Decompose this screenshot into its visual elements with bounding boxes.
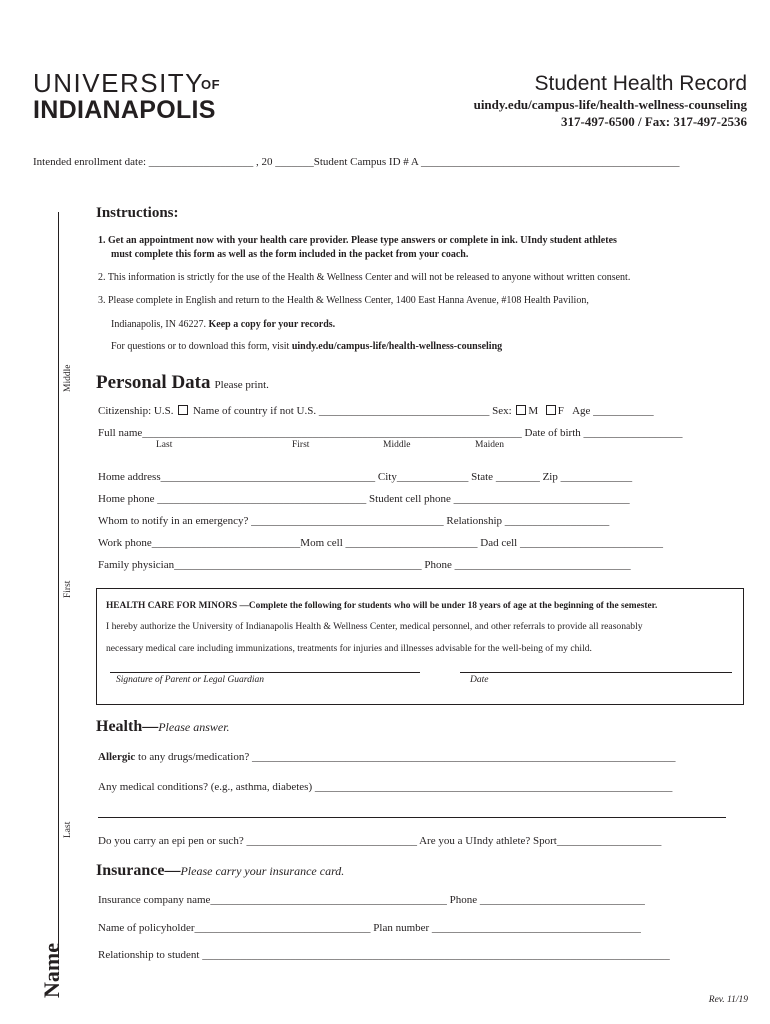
insurance-heading bbox=[96, 862, 344, 880]
signature-line[interactable] bbox=[110, 672, 420, 673]
instruction-3-line2 bbox=[111, 319, 335, 330]
emergency-contact-field[interactable]: Whom to notify in an emergency? ___________________________________ Relationship ___________________ bbox=[98, 515, 610, 527]
header-phone-fax: 317-497-6500 / Fax: 317-497-2536 bbox=[561, 114, 747, 129]
policyholder-field[interactable]: Name of policyholder________________________________ Plan number ______________________________________ bbox=[98, 922, 641, 934]
allergic-label: Allergic bbox=[98, 751, 136, 763]
health-title: Health— bbox=[96, 718, 159, 735]
personal-data-heading bbox=[96, 372, 269, 394]
side-label-name: Name bbox=[39, 943, 64, 998]
instructions-title: Instructions: bbox=[96, 205, 179, 221]
minors-title: HEALTH CARE FOR MINORS —Complete the following for students who will be under 18 years of age at the beginning of the semester. bbox=[106, 601, 658, 611]
document-title: Student Health Record bbox=[534, 72, 747, 95]
medical-conditions-line-2[interactable] bbox=[98, 817, 726, 818]
full-name-sub-middle: Middle bbox=[383, 440, 411, 450]
side-label-middle: Middle bbox=[63, 364, 73, 392]
date-label: Date bbox=[470, 675, 489, 685]
insurance-subtitle: Please carry your insurance card. bbox=[180, 864, 345, 878]
allergy-field[interactable] bbox=[98, 751, 675, 763]
full-name-sub-last: Last bbox=[156, 440, 173, 450]
instruction-3-line1: 3. Please complete in English and return to the Health & Wellness Center, 1400 East Hanna Avenue, #108 Health Pavilion, bbox=[98, 295, 589, 306]
insurance-title: Insurance— bbox=[96, 862, 181, 879]
family-physician-field[interactable]: Family physician_____________________________________________ Phone ________________________________ bbox=[98, 559, 631, 571]
sex-f-checkbox[interactable] bbox=[546, 405, 556, 415]
revision-label: Rev. 11/19 bbox=[708, 995, 748, 1005]
home-address-field[interactable]: Home address_______________________________________ City_____________ State ________ Zip _____________ bbox=[98, 471, 633, 483]
instruction-1-line2: must complete this form as well as the form included in the packet from your coach. bbox=[111, 249, 469, 260]
questions-url: uindy.edu/campus-life/health-wellness-counseling bbox=[291, 341, 503, 352]
age-field[interactable]: Age ___________ bbox=[572, 405, 654, 417]
full-name-sub-first: First bbox=[292, 440, 310, 450]
instruction-questions bbox=[111, 341, 502, 352]
instruction-2: 2. This information is strictly for the use of the Health & Wellness Center and will not be released to anyone without written consent. bbox=[98, 272, 631, 283]
work-phone-field[interactable]: Work phone___________________________Mom cell ________________________ Dad cell __________________________ bbox=[98, 537, 663, 549]
instruction-3-address: Indianapolis, IN 46227. bbox=[111, 319, 209, 330]
logo-of: OF bbox=[201, 77, 221, 92]
health-subtitle: Please answer. bbox=[158, 720, 230, 734]
relationship-to-student-field[interactable]: Relationship to student _____________________________________________________________________________________ bbox=[98, 949, 670, 961]
questions-text: For questions or to download this form, visit bbox=[111, 341, 292, 352]
country-field[interactable]: Name of country if not U.S. _______________________________ Sex: bbox=[192, 405, 512, 417]
medical-conditions-field[interactable]: Any medical conditions? (e.g., asthma, diabetes) _________________________________________________________________ bbox=[98, 781, 673, 793]
full-name-sub-maiden: Maiden bbox=[475, 440, 505, 450]
instruction-3-keep-copy: Keep a copy for your records. bbox=[208, 319, 336, 330]
side-label-first: First bbox=[63, 580, 73, 598]
instruction-1-line1: 1. Get an appointment now with your health care provider. Please type answers or complete in ink. UIndy student athletes bbox=[98, 235, 617, 246]
minors-text-1: I hereby authorize the University of Indianapolis Health & Wellness Center, medical personnel, and other referrals to provide all reasonably bbox=[106, 621, 643, 632]
health-heading bbox=[96, 718, 230, 736]
insurance-company-field[interactable]: Insurance company name___________________________________________ Phone ______________________________ bbox=[98, 894, 645, 906]
epipen-athlete-field[interactable]: Do you carry an epi pen or such? _______________________________ Are you a UIndy athlete? Sport___________________ bbox=[98, 835, 662, 847]
sex-m-checkbox[interactable] bbox=[516, 405, 526, 415]
personal-data-title: Personal Data bbox=[96, 372, 211, 393]
full-name-field[interactable]: Full name_____________________________________________________________________ Date of birth __________________ bbox=[98, 427, 683, 439]
enrollment-line[interactable]: Intended enrollment date: ___________________ , 20 _______Student Campus ID # A _______________________________________________ bbox=[33, 156, 680, 168]
personal-data-subtitle: Please print. bbox=[214, 379, 269, 391]
side-divider bbox=[58, 212, 59, 957]
logo-university: UNIVERSITY bbox=[33, 68, 205, 98]
signature-label: Signature of Parent or Legal Guardian bbox=[116, 675, 265, 685]
citizenship-label: Citizenship: U.S. bbox=[98, 405, 174, 417]
date-line[interactable] bbox=[460, 672, 732, 673]
allergic-rest: to any drugs/medication? _____________________________________________________________________________ bbox=[135, 751, 676, 763]
home-phone-field[interactable]: Home phone ______________________________________ Student cell phone ________________________________ bbox=[98, 493, 630, 505]
sex-f-label: F bbox=[557, 405, 564, 417]
minors-text-2: necessary medical care including immunizations, treatments for injuries and illnesses advisable for the well-being of my child. bbox=[106, 643, 592, 654]
sex-m-label: M bbox=[528, 405, 539, 417]
citizenship-row bbox=[98, 405, 654, 417]
side-label-last: Last bbox=[63, 821, 73, 838]
us-checkbox[interactable] bbox=[178, 405, 188, 415]
header-url: uindy.edu/campus-life/health-wellness-counseling bbox=[473, 97, 747, 112]
logo-indianapolis: INDIANAPOLIS bbox=[33, 96, 216, 124]
